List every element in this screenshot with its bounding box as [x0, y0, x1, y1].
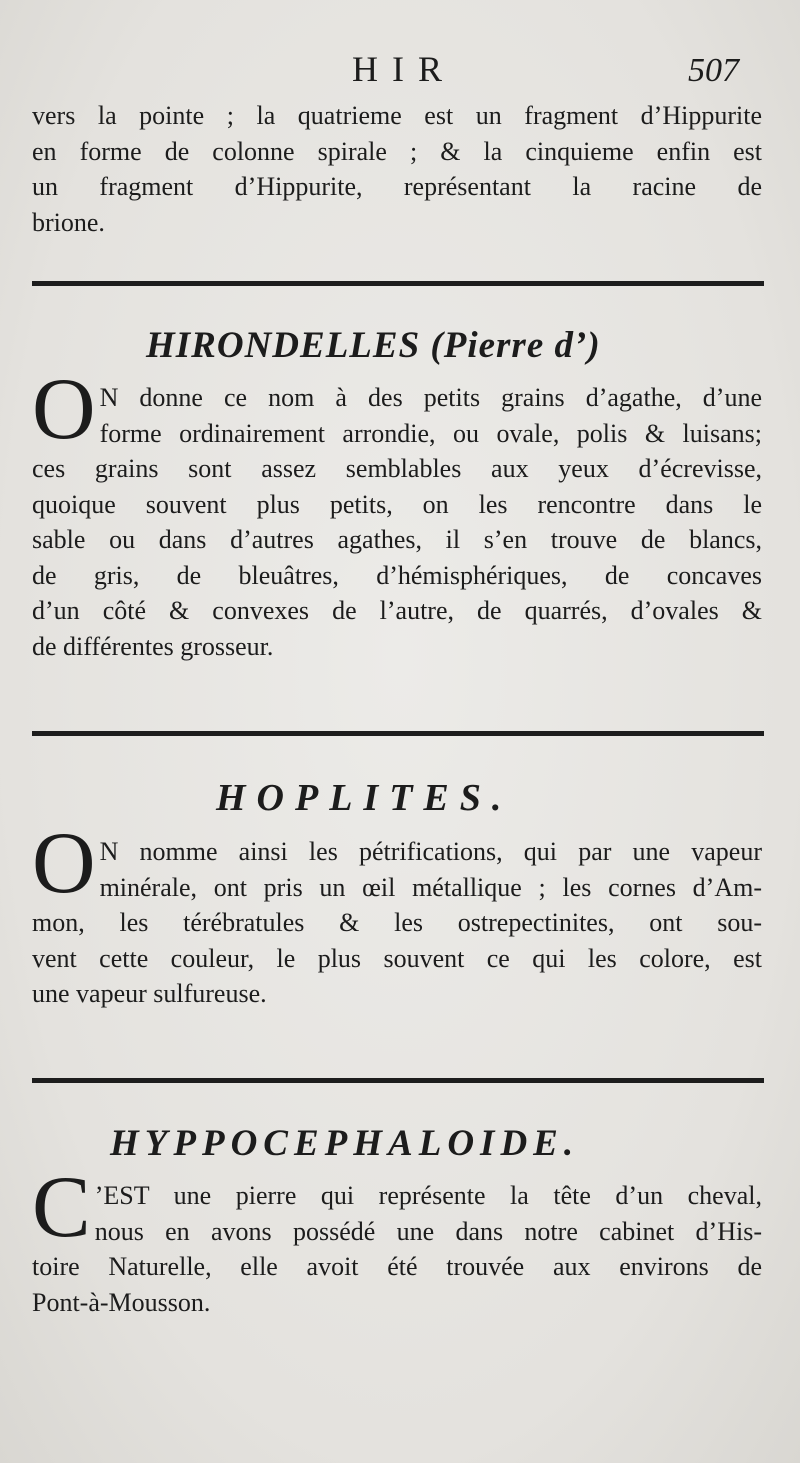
drop-cap: O [32, 815, 96, 912]
text-line: vent cette couleur, le plus souvent ce qui les colore, est [32, 943, 762, 973]
drop-cap: C [32, 1159, 91, 1256]
text-line: brione. [32, 207, 105, 237]
section-divider [32, 281, 764, 286]
continued-paragraph [32, 98, 762, 240]
text-line: un fragment d’Hippurite, représentant la racine de [32, 172, 762, 201]
text-line: N nomme ainsi les pétrifications, qui par une vapeur [99, 837, 762, 866]
text-line: nous en avons possédé une dans notre cabinet d’His- [94, 1216, 762, 1246]
text-line: sable ou dans d’autres agathes, il s’en trouve de blancs, [32, 525, 762, 554]
text-line: vers la pointe ; la quatrieme est un fragment d’Hippurite [32, 101, 762, 130]
entry-body-hirondelles [32, 361, 762, 664]
running-head-title: HIR [352, 49, 456, 89]
entry-heading-hoplites: HOPLITES. [216, 777, 513, 819]
drop-cap: O [32, 361, 96, 458]
entry-body-hyppocephaloide [32, 1159, 762, 1320]
text-line: une vapeur sulfureuse. [32, 979, 267, 1008]
entry-body-hoplites [32, 815, 762, 1012]
text-line: ’EST une pierre qui représente la tête d’un cheval, [94, 1181, 762, 1210]
entry-heading-hyppocephaloide: HYPPOCEPHALOIDE. [110, 1123, 580, 1164]
text-line: N donne ce nom à des petits grains d’agathe, d’une [99, 383, 762, 412]
entry-heading-hirondelles: HIRONDELLES (Pierre d’) [146, 325, 601, 366]
text-line: quoique souvent plus petits, on les rencontre dans le [32, 489, 762, 519]
text-line: minérale, ont pris un œil métallique ; les cornes d’Am- [99, 872, 762, 902]
text-line: forme ordinairement arrondie, ou ovale, polis & luisans; [99, 418, 762, 448]
text-line: d’un côté & convexes de l’autre, de quarrés, d’ovales & [32, 596, 762, 625]
text-line: en forme de colonne spirale ; & la cinquieme enfin est [32, 136, 762, 166]
text-line: toire Naturelle, elle avoit été trouvée aux environs de [32, 1252, 762, 1281]
section-divider [32, 731, 764, 736]
text-line: Pont-à-Mousson. [32, 1287, 211, 1317]
text-line: ces grains sont assez semblables aux yeux d’écrevisse, [32, 454, 762, 483]
section-divider [32, 1078, 764, 1083]
running-head [0, 48, 800, 98]
text-line: de différentes grosseur. [32, 631, 274, 661]
page-number: 507 [688, 52, 739, 89]
text-line: mon, les térébratules & les ostrepectinites, ont sou- [32, 908, 762, 937]
text-line: de gris, de bleuâtres, d’hémisphériques, de concaves [32, 560, 762, 590]
